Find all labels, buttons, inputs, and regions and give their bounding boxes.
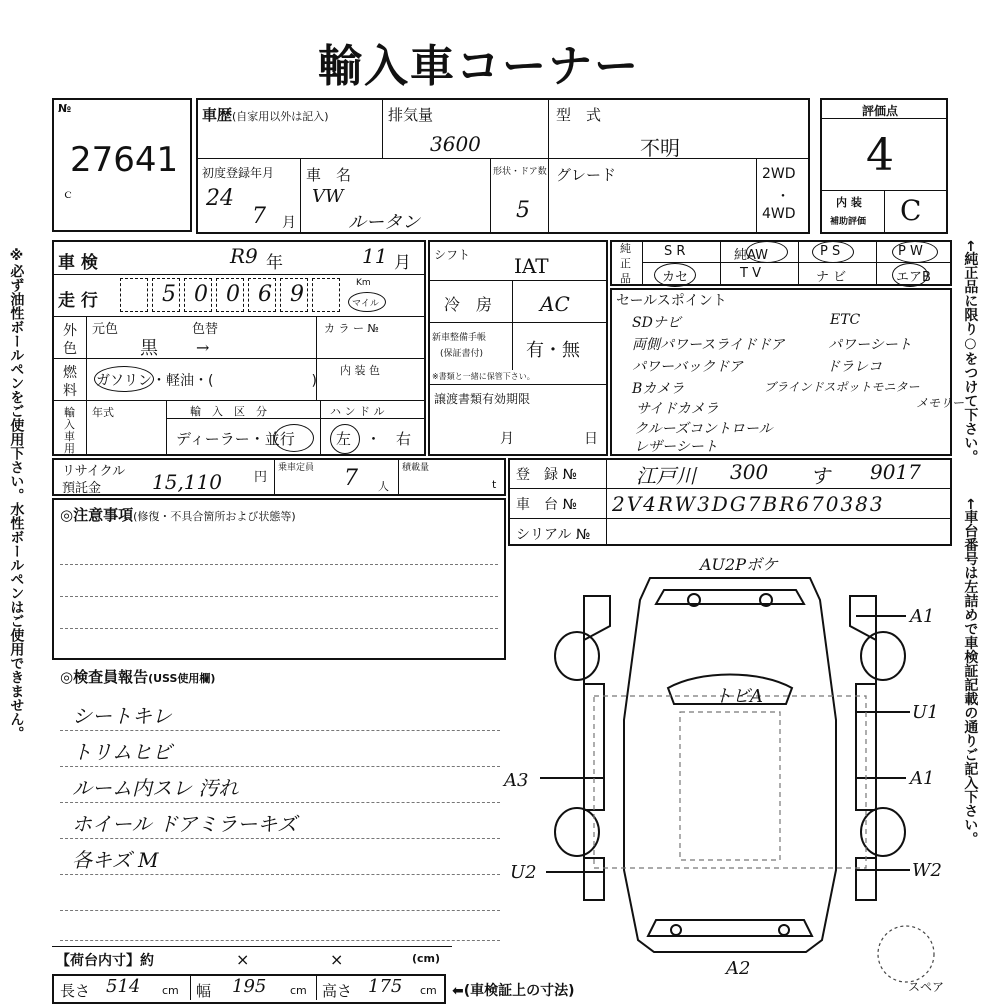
sales-point-label: セールスポイント bbox=[616, 293, 727, 309]
genuine-sr: S R bbox=[664, 244, 686, 259]
shift-value: IAT bbox=[514, 254, 549, 278]
exterior-label-2: 色 bbox=[63, 341, 77, 357]
shift-label: シフト bbox=[434, 248, 471, 262]
notes-label: ◎注意事項(修復・不具合箇所および状態等) bbox=[60, 506, 296, 524]
manual-note: ※書類と一緒に保管下さい。 bbox=[432, 372, 535, 381]
recycle-label-2: 預託金 bbox=[62, 481, 102, 496]
height-label: 高さ bbox=[322, 982, 353, 1000]
mileage-digit-4: 6 bbox=[258, 282, 272, 307]
right-side-note-1: ←純正品に限り○をつけて下さい。 bbox=[962, 240, 979, 464]
diagram-left-2: U2 bbox=[510, 862, 537, 883]
doors-label: 形状・ドア数 bbox=[493, 167, 547, 177]
interior-label: 内 装 bbox=[836, 196, 862, 209]
first-reg-year: 24 bbox=[206, 186, 234, 211]
chassis-value: 2V4RW3DG7BR670383 bbox=[612, 492, 885, 516]
fuel-circle bbox=[94, 366, 154, 392]
recycle-label-1: リサイクル bbox=[62, 464, 126, 479]
capacity-label: 乗車定員 bbox=[278, 463, 315, 473]
registration-class: 300 bbox=[730, 460, 769, 484]
diagram-right-3: A1 bbox=[910, 768, 935, 789]
first-reg-month: 7 bbox=[252, 204, 266, 229]
length-value: 514 bbox=[106, 976, 141, 997]
width-value: 195 bbox=[232, 976, 267, 997]
recycle-unit: 円 bbox=[254, 470, 268, 485]
genuine-navi: ナ ビ bbox=[816, 270, 847, 285]
drive-4wd: 4WD bbox=[762, 206, 796, 222]
inspector-line-1: シートキレ bbox=[72, 704, 172, 728]
shaken-month-unit: 月 bbox=[394, 253, 411, 273]
fuel-label-2: 料 bbox=[63, 383, 77, 399]
mileage-unit2: マイル bbox=[352, 299, 379, 309]
sales-point-9: パワーシート bbox=[828, 337, 912, 353]
change-arrow: → bbox=[196, 338, 210, 357]
cargo-x1: × bbox=[236, 950, 250, 969]
interior-sub: 補助評価 bbox=[830, 217, 867, 227]
fuel-options: ガソリン・軽油・( ) bbox=[96, 373, 317, 389]
first-reg-month-unit: 月 bbox=[282, 215, 296, 231]
shaken-label: 車 検 bbox=[58, 253, 98, 273]
lot-sub: ｃ bbox=[62, 187, 75, 201]
cargo-label: 【荷台内寸】約 bbox=[56, 953, 154, 969]
mileage-digit-2: 0 bbox=[194, 282, 208, 307]
import-category-circle bbox=[274, 424, 314, 452]
transfer-day: 日 bbox=[584, 431, 598, 447]
genuine-ps: P S bbox=[820, 244, 841, 259]
registration-region: 江戸川 bbox=[636, 464, 696, 488]
model-type-value: 不明 bbox=[640, 136, 680, 160]
handle-value: 左 ・ 右 bbox=[336, 430, 412, 448]
diagram-bottom: A2 bbox=[726, 958, 751, 979]
displacement-value: 3600 bbox=[430, 132, 481, 156]
genuine-tv: T V bbox=[740, 266, 761, 281]
registration-label: 登 録 № bbox=[516, 467, 578, 483]
lot-label: № bbox=[58, 102, 72, 115]
sales-point-3: パワーバックドア bbox=[632, 359, 743, 375]
aircon-label: 冷 房 bbox=[444, 295, 493, 314]
inspector-label: ◎検査員報告(USS使用欄) bbox=[60, 668, 216, 686]
sales-point-11: ブラインドスポットモニター bbox=[764, 380, 920, 394]
history-label: 車歴(自家用以外は記入) bbox=[202, 106, 329, 124]
exterior-label-1: 外 bbox=[63, 323, 77, 339]
chassis-label: 車 台 № bbox=[516, 497, 578, 513]
length-unit: cm bbox=[162, 984, 179, 997]
diagram-roof: トビA bbox=[714, 686, 763, 707]
genuine-label-3: 品 bbox=[620, 272, 631, 285]
interior-color-label: 内 装 色 bbox=[340, 364, 380, 377]
dims-note: ⬅(車検証上の寸法) bbox=[452, 983, 575, 999]
car-model: ルータン bbox=[348, 212, 420, 233]
import-label-2: 入 bbox=[64, 418, 75, 431]
vehicle-info-block bbox=[52, 240, 426, 456]
import-label-3: 車 bbox=[64, 430, 75, 443]
recycle-value: 15,110 bbox=[152, 470, 222, 494]
shaken-era: R9 bbox=[230, 244, 258, 268]
sales-point-5: サイドカメラ bbox=[636, 401, 719, 417]
drive-dot: ・ bbox=[776, 189, 790, 205]
sales-point-8: ETC bbox=[830, 312, 861, 328]
mileage-digit-5: 9 bbox=[290, 282, 304, 307]
model-type-label: 型 式 bbox=[556, 106, 602, 124]
import-label-1: 輸 bbox=[64, 406, 75, 419]
inspector-line-4: ホイール ドアミラーキズ bbox=[72, 812, 297, 836]
sales-point-1: SDナビ bbox=[632, 315, 681, 331]
manual-value: 有・無 bbox=[526, 340, 580, 361]
diagram-left-1: A3 bbox=[504, 770, 529, 791]
import-category-label: 輸 入 区 分 bbox=[190, 405, 267, 418]
genuine-pw: P W bbox=[898, 244, 923, 259]
capacity-unit: 人 bbox=[378, 480, 389, 493]
interior-value: C bbox=[900, 194, 922, 227]
width-label: 幅 bbox=[196, 982, 212, 1000]
car-name-label: 車 名 bbox=[306, 166, 352, 184]
inspector-line-5: 各キズ M bbox=[72, 848, 159, 872]
fuel-label-1: 燃 bbox=[63, 365, 77, 381]
shaken-year-unit: 年 bbox=[266, 253, 283, 273]
change-color-label: 色替 bbox=[192, 322, 219, 337]
right-side-note-2: ←車台番号は左詰めで車検証記載の通りご記入下さい。 bbox=[962, 498, 979, 846]
car-maker: VW bbox=[312, 186, 344, 207]
aircon-value: AC bbox=[540, 292, 570, 316]
sales-point-4: Bカメラ bbox=[632, 381, 685, 397]
score-value: 4 bbox=[866, 130, 894, 181]
inspector-line-3: ルーム内スレ 汚れ bbox=[72, 776, 239, 800]
drive-2wd: 2WD bbox=[762, 166, 796, 182]
sales-point-6: クルーズコントロール bbox=[634, 421, 773, 437]
sales-point-7: レザーシート bbox=[634, 439, 718, 455]
handle-circle bbox=[330, 424, 360, 454]
shaken-month: 11 bbox=[362, 244, 388, 268]
orig-color-label: 元色 bbox=[92, 322, 119, 337]
height-unit: cm bbox=[420, 984, 437, 997]
genuine-label-2: 正 bbox=[620, 257, 631, 270]
diagram-top: AU2Pボケ bbox=[700, 555, 778, 574]
first-reg-label: 初度登録年月 bbox=[202, 166, 275, 180]
displacement-label: 排気量 bbox=[388, 106, 434, 124]
handle-label: ハ ン ド ル bbox=[330, 405, 385, 418]
page-title: 輸入車コーナー bbox=[318, 41, 640, 92]
mileage-digit-3: 0 bbox=[226, 282, 240, 307]
mileage-circle bbox=[348, 292, 386, 312]
lot-number: 27641 bbox=[70, 140, 179, 180]
manual-label-1: 新車整備手帳 bbox=[432, 333, 487, 343]
load-label: 積載量 bbox=[402, 463, 430, 473]
mileage-digit-1: 5 bbox=[162, 282, 176, 307]
transfer-label: 譲渡書類有効期限 bbox=[434, 392, 531, 406]
width-unit: cm bbox=[290, 984, 307, 997]
mileage-unit: Km bbox=[356, 278, 371, 288]
sales-point-12: メモリー bbox=[916, 396, 965, 410]
genuine-cassette: カセ bbox=[662, 270, 689, 285]
serial-label: シリアル № bbox=[516, 527, 591, 543]
height-value: 175 bbox=[368, 976, 403, 997]
diagram-right-2: U1 bbox=[912, 702, 939, 723]
left-side-note: ※必ず油性ボールペンをご使用下さい。水性ボールペンはご使用できません。 bbox=[8, 248, 25, 740]
import-label-4: 用 bbox=[64, 442, 75, 455]
import-category-value: ディーラー・並行 bbox=[176, 430, 295, 448]
genuine-airbag: エアB bbox=[896, 270, 931, 285]
color-no-label: カ ラ ー № bbox=[324, 322, 379, 335]
diagram-spare: スペア bbox=[908, 980, 945, 994]
manual-label-2: (保証書付) bbox=[440, 349, 484, 359]
grade-label: グレード bbox=[556, 166, 617, 184]
diagram-right-4: W2 bbox=[912, 860, 942, 881]
inspector-line-2: トリムヒビ bbox=[72, 740, 172, 764]
mileage-label: 走 行 bbox=[58, 291, 98, 311]
genuine-label-1: 純 bbox=[620, 242, 631, 255]
capacity-value: 7 bbox=[344, 466, 358, 491]
sales-point-10: ドラレコ bbox=[826, 359, 882, 375]
transfer-month: 月 bbox=[500, 431, 514, 447]
cargo-unit: (cm) bbox=[412, 952, 441, 965]
orig-color-value: 黒 bbox=[140, 338, 158, 359]
import-year-label: 年式 bbox=[92, 406, 114, 419]
load-unit: t bbox=[492, 478, 497, 491]
sales-point-2: 両側パワースライドドア bbox=[632, 337, 785, 353]
registration-number: 9017 bbox=[870, 460, 921, 484]
score-label: 評価点 bbox=[862, 104, 899, 118]
doors-value: 5 bbox=[516, 198, 530, 223]
cargo-x2: × bbox=[330, 950, 344, 969]
registration-kana: す bbox=[810, 464, 830, 488]
genuine-aw: 純AW bbox=[734, 248, 769, 263]
length-label: 長さ bbox=[60, 982, 91, 1000]
diagram-right-1: A1 bbox=[910, 606, 935, 627]
